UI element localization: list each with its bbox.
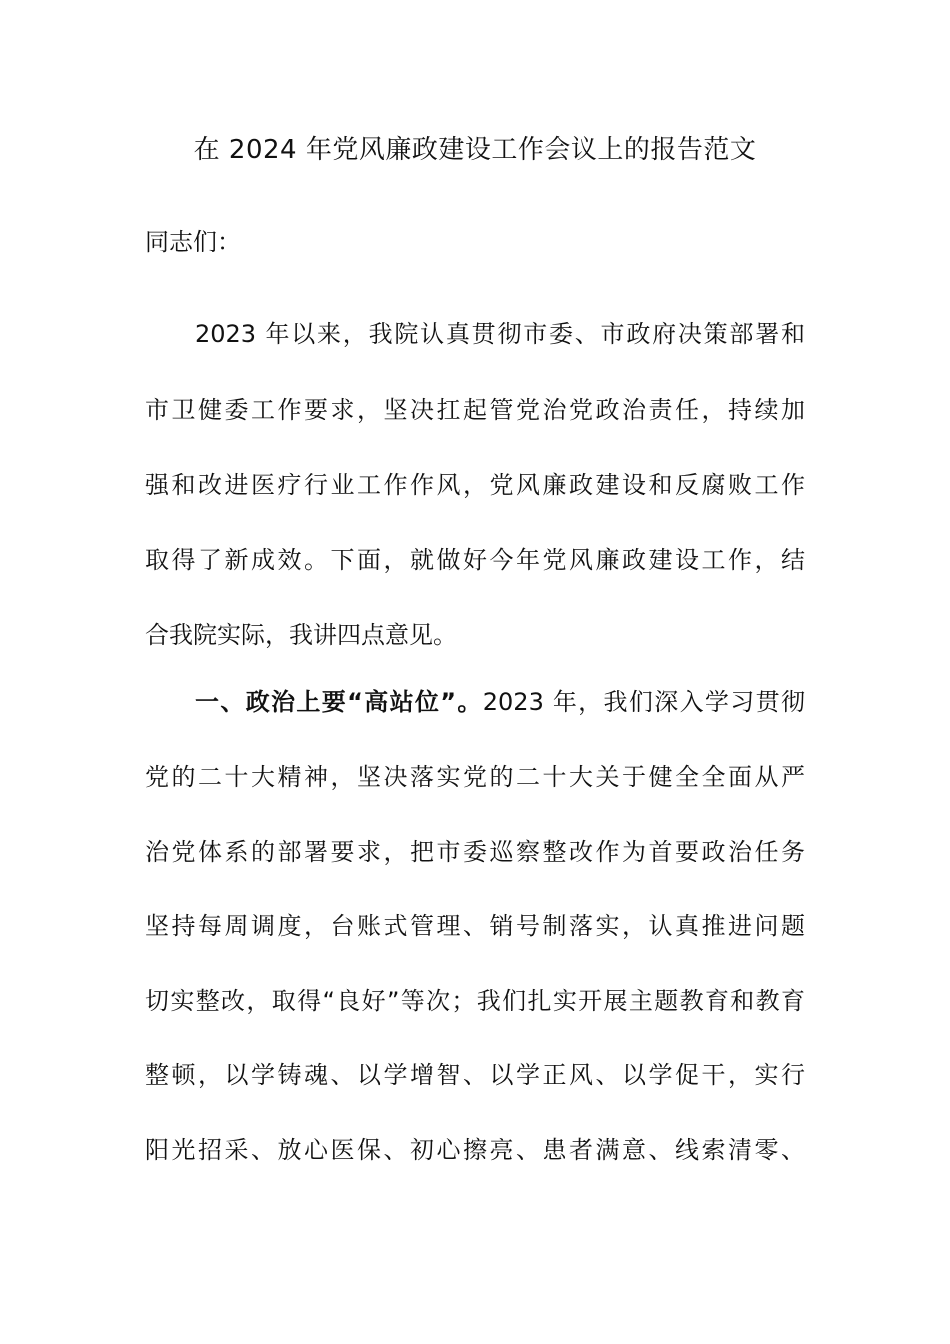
paragraph-line: 治党体系的部署要求，把市委巡察整改作为首要政治任务 xyxy=(145,838,805,866)
paragraph-line: 取得了新成效。下面，就做好今年党风廉政建设工作，结 xyxy=(145,546,805,574)
paragraph-line: 阳光招采、放心医保、初心擦亮、患者满意、线索清零、 xyxy=(145,1136,805,1164)
paragraph-line: 坚持每周调度，台账式管理、销号制落实，认真推进问题 xyxy=(145,912,805,940)
document-title: 在 2024 年党风廉政建设工作会议上的报告范文 xyxy=(193,135,757,165)
section-heading-rest: 2023 年，我们深入学习贯彻 xyxy=(482,688,805,716)
paragraph-line: 2023 年以来，我院认真贯彻市委、市政府决策部署和 xyxy=(195,320,805,348)
section-heading: 一、政治上要“高站位”。 xyxy=(195,688,483,716)
paragraph-line: 市卫健委工作要求，坚决扛起管党治党政治责任，持续加 xyxy=(145,396,805,424)
paragraph-line: 强和改进医疗行业工作作风，党风廉政建设和反腐败工作 xyxy=(145,471,805,499)
paragraph-line: 党的二十大精神，坚决落实党的二十大关于健全全面从严 xyxy=(145,763,805,791)
paragraph-line: 切实整改，取得“良好”等次；我们扎实开展主题教育和教育 xyxy=(145,987,805,1015)
section-heading-line xyxy=(195,682,805,722)
salutation: 同志们： xyxy=(145,228,241,256)
paragraph-line: 整顿，以学铸魂、以学增智、以学正风、以学促干，实行 xyxy=(145,1061,805,1089)
paragraph-line: 合我院实际，我讲四点意见。 xyxy=(145,621,457,649)
